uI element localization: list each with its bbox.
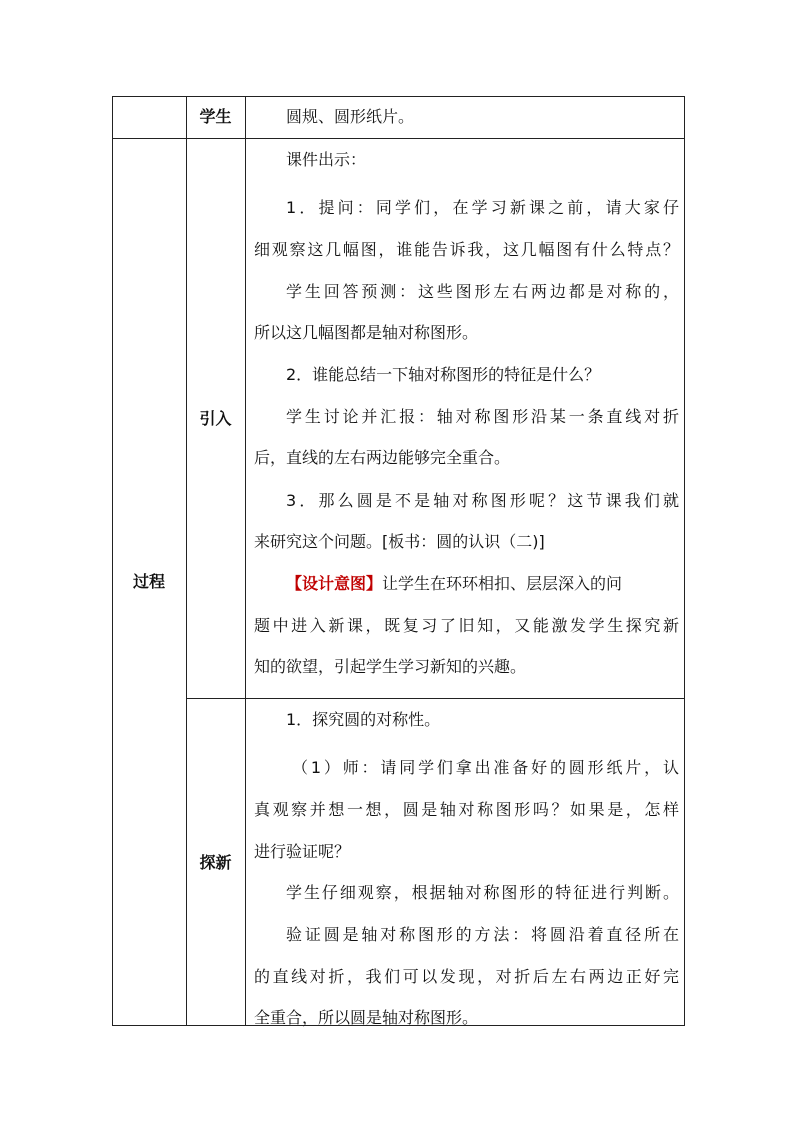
- explore-line-5: 验证圆是轴对称图形的方法：将圆沿着直径所在: [286, 925, 679, 944]
- materials-line: 圆规、圆形纸片。: [286, 107, 415, 126]
- intro-line-5: 2．谁能总结一下轴对称图形的特征是什么？: [286, 365, 601, 384]
- table-right-border: [684, 96, 685, 1026]
- intro-line-6: 学生讨论并汇报：轴对称图形沿某一条直线对折: [286, 407, 679, 426]
- table-top-border: [112, 96, 685, 97]
- intro-line-4: 所以这几幅图都是轴对称图形。: [254, 323, 479, 342]
- explore-line-3: 进行验证呢？: [254, 842, 351, 861]
- intro-line-3: 学生回答预测：这些图形左右两边都是对称的，: [286, 282, 679, 301]
- explore-line-7: 全重合，所以圆是轴对称图形。: [254, 1008, 479, 1027]
- intro-design-line: [260, 574, 679, 594]
- table-left-border: [112, 96, 113, 1026]
- explore-line-1: （1）师：请同学们拿出准备好的圆形纸片，认: [292, 758, 679, 777]
- intro-line-2: 细观察这几幅图，谁能告诉我，这几幅图有什么特点？: [254, 240, 679, 259]
- intro-line-7: 后，直线的左右两边能够完全重合。: [254, 448, 511, 467]
- intro-line-8: 3．那么圆是不是轴对称图形呢？这节课我们就: [286, 491, 679, 510]
- intro-line-0: 课件出示：: [286, 150, 367, 169]
- student-label: 学生: [199, 107, 232, 126]
- explore-line-2: 真观察并想一想，圆是轴对称图形吗？如果是，怎样: [254, 800, 679, 819]
- explore-line-4: 学生仔细观察，根据轴对称图形的特征进行判断。: [286, 883, 679, 902]
- intro-line-12: 知的欲望，引起学生学习新知的兴趣。: [254, 657, 527, 676]
- intro-line-9: 来研究这个问题。[板书：圆的认识（二)]: [254, 532, 545, 551]
- design-intent-tag: 【设计意图】: [286, 574, 383, 593]
- intro-label: 引入: [199, 409, 232, 428]
- row1-bottom-border: [112, 138, 685, 139]
- col2-divider: [245, 96, 246, 1026]
- intro-line-11: 题中进入新课，既复习了旧知，又能激发学生探究新: [254, 616, 679, 635]
- intro-bottom-border: [186, 698, 685, 699]
- explore-line-6: 的直线对折，我们可以发现，对折后左右两边正好完: [254, 967, 679, 986]
- explore-label: 探新: [199, 853, 232, 872]
- intro-line-1: 1．提问：同学们，在学习新课之前，请大家仔: [286, 198, 679, 217]
- process-label: 过程: [132, 572, 165, 591]
- explore-line-0: 1．探究圆的对称性。: [286, 710, 441, 729]
- col1-divider: [186, 96, 187, 1026]
- intro-line-10: 让学生在环环相扣、层层深入的问: [382, 574, 623, 593]
